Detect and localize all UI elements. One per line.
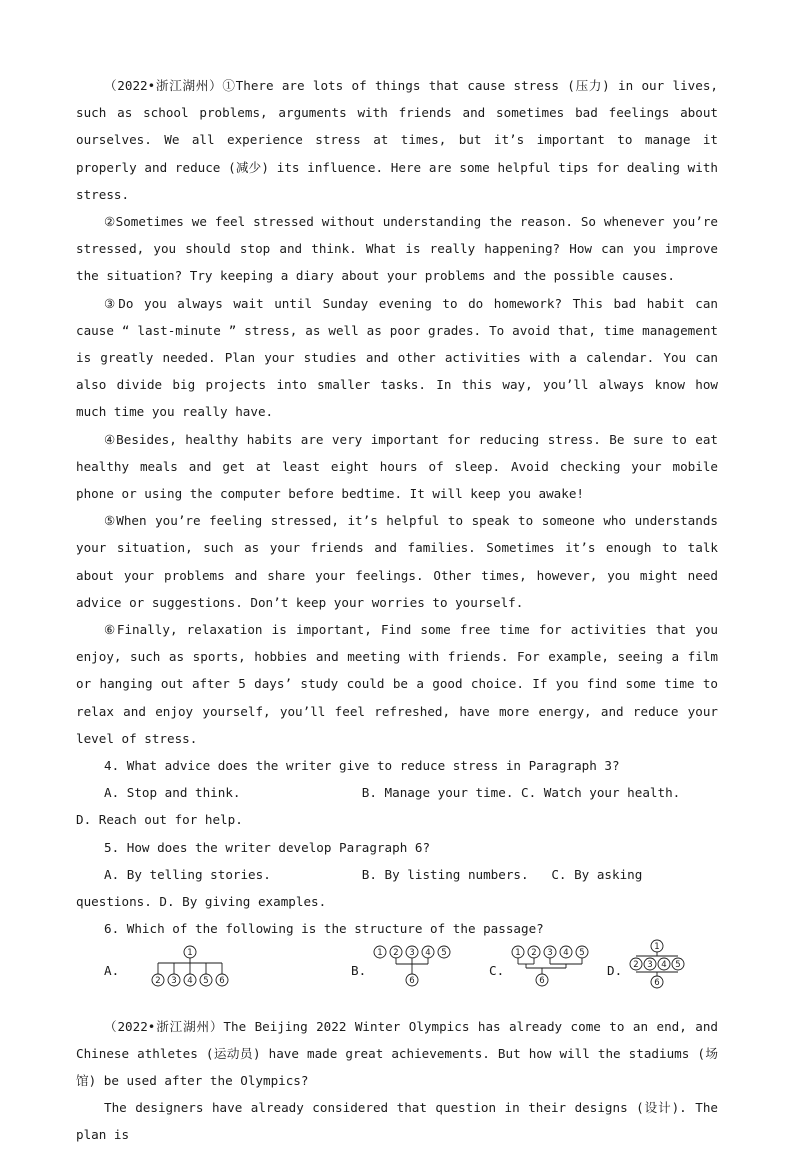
node-6 (216, 974, 228, 986)
option-c-structure-diagram (512, 945, 594, 993)
node-6 (406, 974, 418, 986)
node-5 (200, 974, 212, 986)
svg-text:1: 1 (377, 947, 383, 958)
svg-text:3: 3 (171, 975, 177, 986)
node-2 (528, 946, 540, 958)
node-1 (512, 946, 524, 958)
option-d-label: D. (607, 962, 623, 978)
node-3 (168, 974, 180, 986)
node-3 (544, 946, 556, 958)
passage1-paragraph-1: （2022•浙江湖州）①There are lots of things that cause stress (压力) in our lives, such as school problems, arguments with friends and sometimes bad feelings about ourselves. We all experience stress at times, but it’s important to manage it properly and reduce (减少) its influence. Here are some helpful tips for dealing with stress. (76, 78, 718, 202)
svg-text:4: 4 (187, 975, 193, 986)
passage1-paragraph-6: ⑥Finally, relaxation is important, Find some free time for activities that you enjoy, such as sports, hobbies and meeting with friends. For example, seeing a film or hanging out after 5 days’ study could be a good choice. If you find some time to relax and enjoy yourself, you’ll feel refreshed, have more energy, and reduce your level of stress. (76, 622, 718, 746)
node-1 (374, 946, 386, 958)
svg-text:1: 1 (515, 947, 521, 958)
option-d-structure-diagram (628, 939, 690, 993)
question-4: 4. What advice does the writer give to reduce stress in Paragraph 3? (104, 758, 620, 774)
svg-text:6: 6 (219, 975, 225, 986)
node-2 (630, 958, 642, 970)
node-4 (658, 958, 670, 970)
node-2 (152, 974, 164, 986)
svg-text:5: 5 (675, 959, 681, 970)
option-a-structure-diagram (132, 945, 225, 993)
question-5: 5. How does the writer develop Paragraph 6? (104, 839, 431, 855)
node-3 (644, 958, 656, 970)
svg-text:4: 4 (661, 959, 667, 970)
svg-text:5: 5 (441, 947, 447, 958)
passage2-paragraph-1: （2022•浙江湖州）The Beijing 2022 Winter Olympics has already come to an end, and Chinese athletes (运动员) have made great achievements. But how will the stadiums (场馆) be used after the Olympics? (76, 1018, 718, 1088)
node-5 (576, 946, 588, 958)
node-6 (651, 976, 663, 988)
node-5 (672, 958, 684, 970)
svg-text:3: 3 (647, 959, 653, 970)
node-3 (406, 946, 418, 958)
svg-text:1: 1 (187, 947, 193, 958)
node-2 (390, 946, 402, 958)
option-c-label: C. (489, 962, 505, 978)
passage1-paragraph-4: ④Besides, healthy habits are very important for reducing stress. Be sure to eat healthy meals and get at least eight hours of sleep. Avoid checking your mobile phone or using the computer before bedtime. It will keep you awake! (76, 431, 718, 502)
question-6: 6. Which of the following is the structure of the passage? (104, 921, 544, 937)
svg-text:4: 4 (425, 947, 431, 958)
node-5 (438, 946, 450, 958)
passage1-paragraph-5: ⑤When you’re feeling stressed, it’s helpful to speak to someone who understands your situation, such as your friends and families. Sometimes it’s enough to talk about your problems and share your feelings. Other times, however, you might need advice or suggestions. Don’t keep your worries to yourself. (76, 513, 718, 610)
node-4 (184, 974, 196, 986)
svg-text:2: 2 (633, 959, 639, 970)
option-b-label: B. (351, 962, 367, 978)
passage1-paragraph-2: ②Sometimes we feel stressed without understanding the reason. So whenever you’re stressed, you should stop and think. What is really happening? How can you improve the situation? Try keeping a diary about your problems and the possible causes. (76, 214, 718, 284)
passage2-paragraph-2: The designers have already considered that question in their designs (设计). The plan is (76, 1100, 718, 1143)
node-4 (422, 946, 434, 958)
svg-text:3: 3 (547, 947, 553, 958)
svg-text:2: 2 (531, 947, 537, 958)
option-b-structure-diagram (374, 945, 454, 993)
node-1 (184, 946, 196, 958)
node-6 (536, 974, 548, 986)
svg-text:5: 5 (579, 947, 585, 958)
passage1-paragraph-3: ③Do you always wait until Sunday evening to do homework? This bad habit can cause “ last-minute ” stress, as well as poor grades. To avoid that, time management is greatly needed. Plan your studies and other activities with a calendar. You can also divide big projects into smaller tasks. In this way, you’ll always know how much time you really have. (76, 295, 718, 420)
svg-text:6: 6 (539, 975, 545, 986)
svg-text:2: 2 (155, 975, 161, 986)
svg-text:1: 1 (654, 941, 660, 952)
node-1 (651, 940, 663, 952)
option-a-label: A. (104, 962, 120, 978)
structure-diagram-options (76, 941, 718, 1011)
node-4 (560, 946, 572, 958)
svg-text:4: 4 (563, 947, 569, 958)
question-4-options: A. Stop and think. B. Manage your time. C. Watch your health. D. Reach out for help. (76, 785, 703, 828)
exam-page (76, 72, 718, 1149)
svg-text:3: 3 (409, 947, 415, 958)
svg-text:5: 5 (203, 975, 209, 986)
svg-text:6: 6 (409, 975, 415, 986)
svg-text:2: 2 (393, 947, 399, 958)
question-5-options: A. By telling stories. B. By listing numbers. C. By asking questions. D. By giving examples. (76, 866, 650, 910)
svg-text:6: 6 (654, 977, 660, 988)
